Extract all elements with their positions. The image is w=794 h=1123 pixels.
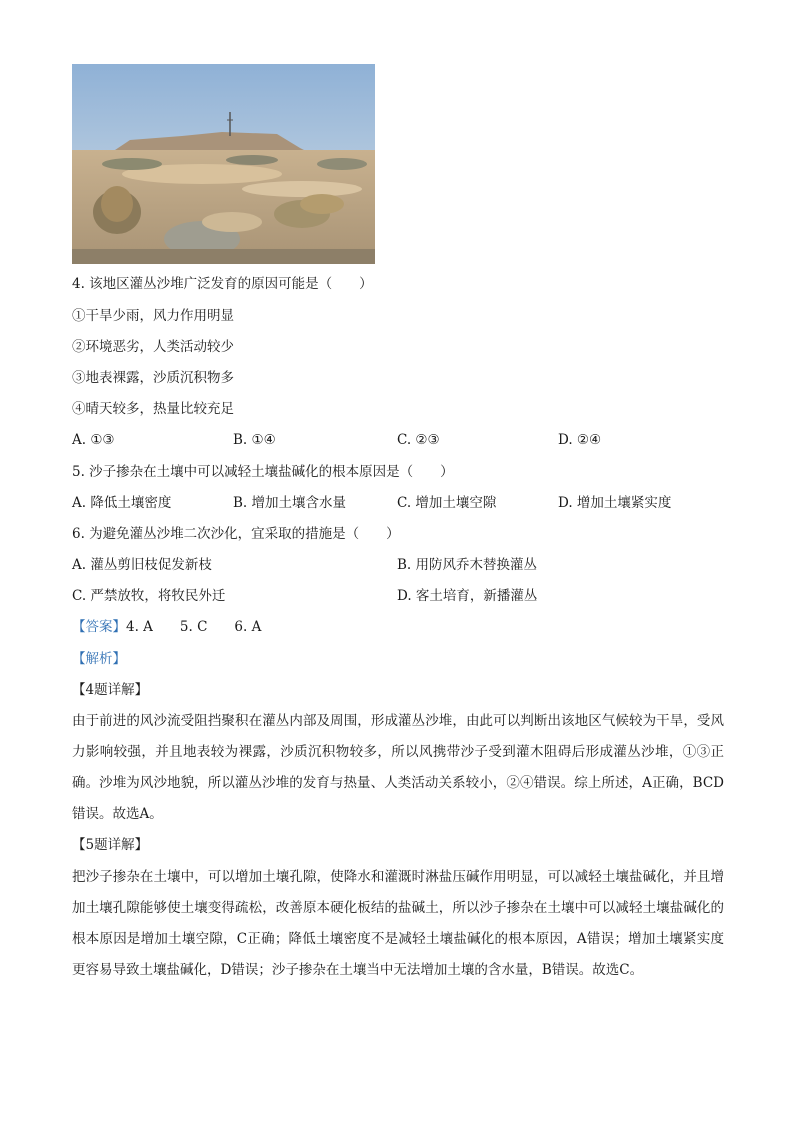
analysis-label: 【解析】 — [72, 651, 126, 667]
desert-landscape-photo — [72, 64, 375, 264]
q5-stem: 5. 沙子掺杂在土壤中可以减轻土壤盐碱化的根本原因是（ ） — [72, 464, 454, 480]
q5-option-a: A. 降低土壤密度 — [72, 495, 172, 511]
answer-line — [72, 617, 261, 637]
q4-option-a: A. ①③ — [72, 432, 115, 448]
q6-option-b: B. 用防风乔木替换灌丛 — [397, 557, 538, 573]
q5-option-b: B. 增加土壤含水量 — [233, 495, 347, 511]
q4-statement-1: ①干旱少雨，风力作用明显 — [72, 308, 234, 324]
q6-option-a: A. 灌丛剪旧枝促发新枝 — [72, 557, 212, 573]
q4-statement-3: ③地表裸露，沙质沉积物多 — [72, 370, 234, 386]
q6-stem: 6. 为避免灌丛沙堆二次沙化，宜采取的措施是（ ） — [72, 526, 400, 542]
q4-statement-2: ②环境恶劣，人类活动较少 — [72, 339, 234, 355]
q4-option-b: B. ①④ — [233, 432, 276, 448]
q4-stem: 4. 该地区灌丛沙堆广泛发育的原因可能是（ ） — [72, 276, 373, 292]
detail-5-text: 把沙子掺杂在土壤中，可以增加土壤孔隙，使降水和灌溉时淋盐压碱作用明显，可以减轻土壤盐碱化，并且增加土壤孔隙能够使土壤变得疏松，改善原本硬化板结的盐碱土，所以沙子掺杂在土壤中可以减轻土壤盐碱化的根本原因是增加土壤空隙，C正确；降低土壤密度不是减轻土壤盐碱化的根本原因，A错误；增加土壤紧实度更容易导致土壤盐碱化，D错误；沙子掺杂在土壤当中无法增加土壤的含水量，B错误。故选C。 — [72, 869, 724, 978]
answer-value: 4. A 5. C 6. A — [126, 619, 262, 635]
detail-4-text: 由于前进的风沙流受阻挡聚积在灌丛内部及周围，形成灌丛沙堆，由此可以判断出该地区气候较为干旱，受风力影响较强，并且地表较为裸露，沙质沉积物较多，所以风携带沙子受到灌木阻碍后形成灌丛沙堆，①③正确。沙堆为风沙地貌，所以灌丛沙堆的发育与热量、人类活动关系较小，②④错误。综上所述，A正确，BCD错误。故选A。 — [72, 713, 724, 822]
answer-label: 【答案】 — [72, 619, 126, 635]
q4-option-c: C. ②③ — [397, 432, 440, 448]
detail-4-title: 【4题详解】 — [72, 682, 149, 698]
q6-option-d: D. 客土培育，新播灌丛 — [397, 588, 538, 604]
q6-option-c: C. 严禁放牧，将牧民外迁 — [72, 588, 226, 604]
q4-statement-4: ④晴天较多，热量比较充足 — [72, 401, 234, 417]
q5-option-d: D. 增加土壤紧实度 — [558, 495, 672, 511]
q4-option-d: D. ②④ — [558, 432, 602, 448]
detail-5-title: 【5题详解】 — [72, 837, 149, 853]
q5-option-c: C. 增加土壤空隙 — [397, 495, 497, 511]
